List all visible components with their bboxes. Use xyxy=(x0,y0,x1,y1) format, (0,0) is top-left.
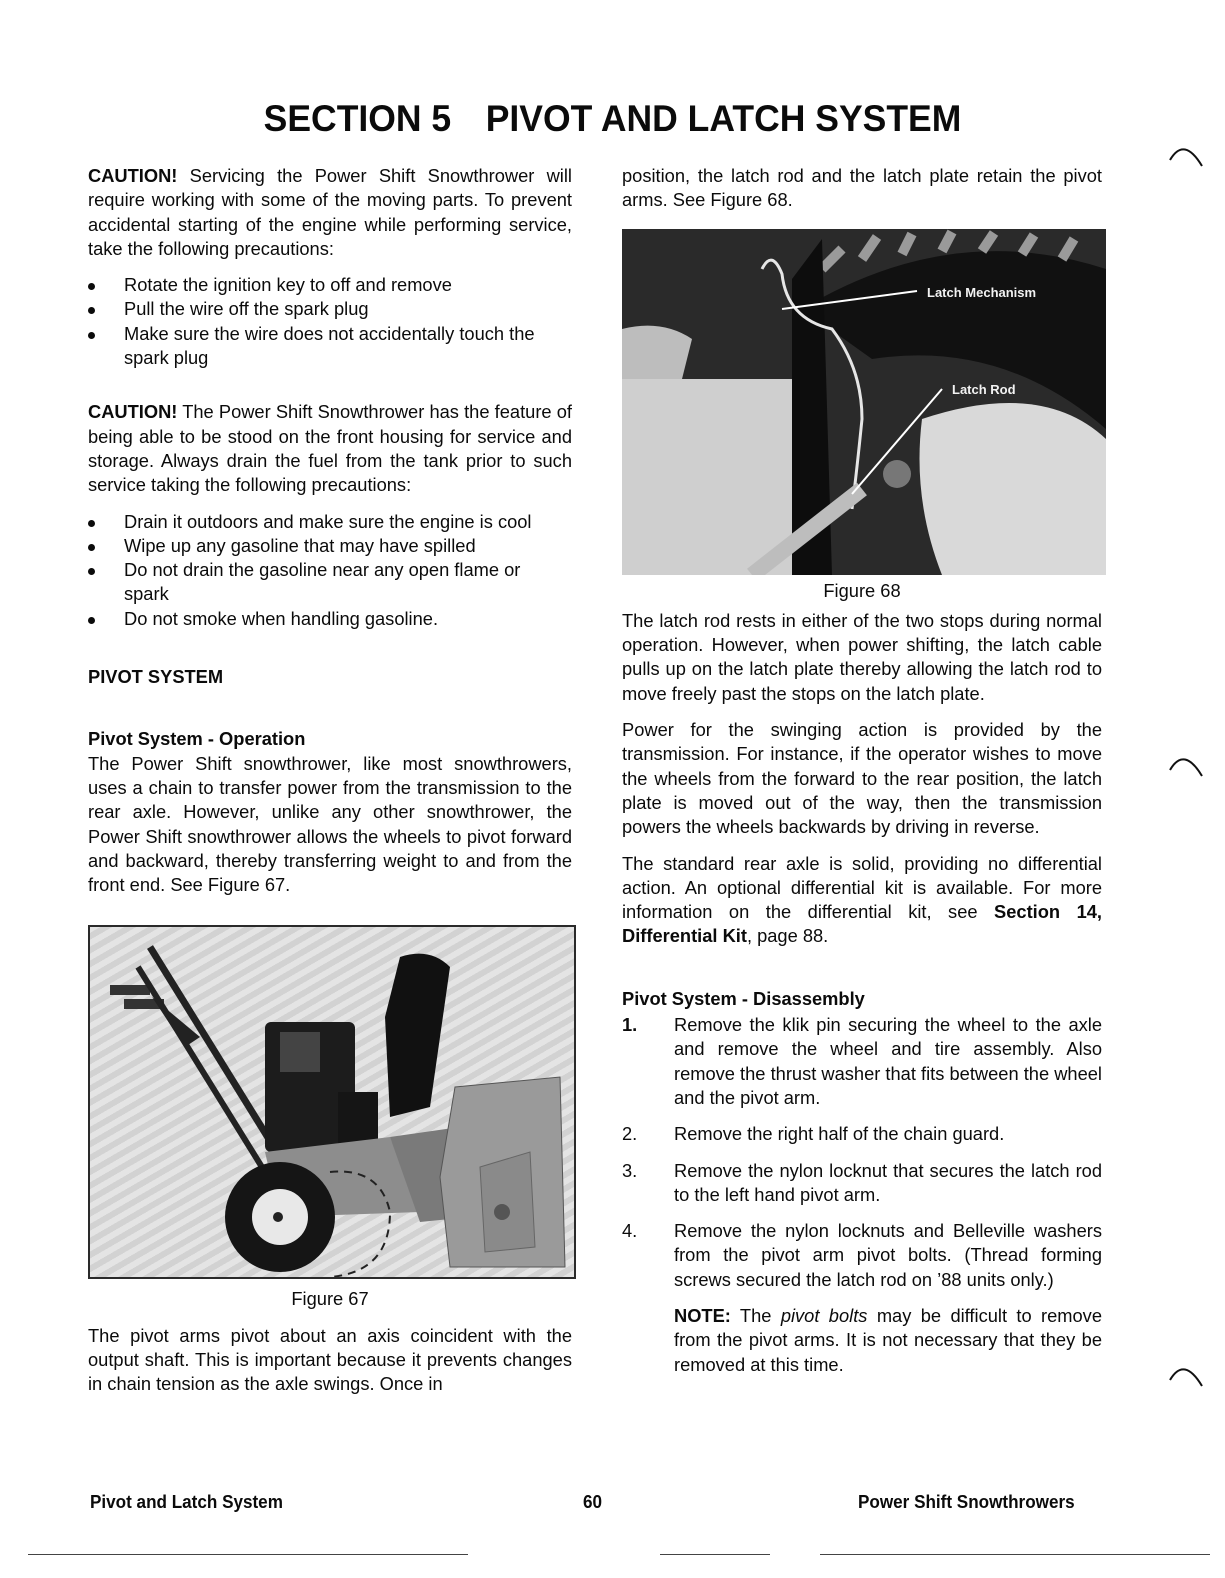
list-item: Do not drain the gasoline near any open flame or spark xyxy=(88,558,554,607)
operation-paragraph: The Power Shift snowthrower, like most snowthrowers, uses a chain to transfer power from the transmission to the rear axle. However, unlike any other snowthrower, the Power Shift snowthrower allows the wheels to pivot forward and backward, thereby transferring weight to and from the front end. See Figure 67. xyxy=(88,752,572,896)
figure-68 xyxy=(622,229,1102,603)
axle-paragraph: The standard rear axle is solid, providing no differential action. An optional differential kit is available. For more information on the differential kit, see Section 14, Differential Kit, page 88. xyxy=(622,852,1102,947)
caution-label: CAUTION! xyxy=(88,401,178,423)
pivot-paragraph: The pivot arms pivot about an axis coincident with the output shaft. This is important because it prevents changes in chain tension as the axle swings. Once in xyxy=(88,1324,572,1395)
bullet-icon xyxy=(88,617,95,624)
fuel-precautions-list xyxy=(88,510,572,631)
binder-hole-mark-icon xyxy=(1168,138,1208,178)
section-heading: PIVOT SYSTEM xyxy=(88,666,224,688)
caution-label: CAUTION! xyxy=(88,165,178,186)
figure-68-caption: Figure 68 xyxy=(823,579,901,601)
page-number: 60 xyxy=(583,1492,603,1512)
figure-68-photo xyxy=(622,229,1106,575)
figure-67 xyxy=(88,925,572,1311)
step-item: 2. Remove the right half of the chain guard. xyxy=(622,1122,1102,1146)
footer-rule xyxy=(28,1554,468,1555)
figure-67-photo xyxy=(88,925,576,1279)
bullet-icon xyxy=(88,307,95,314)
step-number: 1. xyxy=(622,1014,638,1036)
section-14-reference-link[interactable]: Section 14, Differential Kit xyxy=(622,901,1102,947)
footer-chapter-title: Pivot and Latch System xyxy=(90,1492,283,1512)
note-paragraph: NOTE: The pivot bolts may be difficult to remove from the pivot arms. It is not necessary that they be removed at this time. xyxy=(674,1305,1102,1375)
page-title xyxy=(25,98,1201,140)
latch-paragraph: The latch rod rests in either of the two stops during normal operation. However, when power shifting, the latch cable pulls up on the latch plate thereby allowing the latch rod to move freely past the stops on the latch plate. xyxy=(622,609,1102,704)
note-label: NOTE: xyxy=(674,1305,731,1327)
figure-67-caption: Figure 67 xyxy=(291,1288,369,1310)
bullet-icon xyxy=(88,520,95,527)
step-item: 1. Remove the klik pin securing the wheel to the axle and remove the wheel and tire assembly. Also remove the thrust washer that fits between the wheel and the pivot arm. xyxy=(622,1014,1102,1108)
step-number: 2. xyxy=(622,1123,638,1145)
list-item: Do not smoke when handling gasoline. xyxy=(88,607,572,631)
bullet-icon xyxy=(88,568,95,575)
footer-book-title: Power Shift Snowthrowers xyxy=(858,1492,1075,1512)
step-number: 3. xyxy=(622,1159,638,1181)
section-title: PIVOT AND LATCH SYSTEM xyxy=(485,98,962,139)
list-item: Wipe up any gasoline that may have spilled xyxy=(88,534,572,558)
step-number: 4. xyxy=(622,1220,638,1242)
section-label: SECTION 5 xyxy=(263,98,452,139)
binder-hole-mark-icon xyxy=(1168,1358,1208,1398)
subsection-heading: Pivot System - Disassembly xyxy=(622,987,865,1009)
list-item: Make sure the wire does not accidentally touch the spark plug xyxy=(88,322,544,371)
binder-hole-mark-icon xyxy=(1168,748,1208,788)
bullet-icon xyxy=(88,544,95,551)
snowthrower-illustration xyxy=(90,927,574,1277)
caution-paragraph: CAUTION! The Power Shift Snowthrower has the feature of being able to be stood on the front housing for service and storage. Always drain the fuel from the tank prior to such service taking the following precautions: xyxy=(88,401,572,496)
latch-mechanism-illustration xyxy=(622,229,1106,575)
precautions-list xyxy=(88,273,572,370)
subsection-heading: Pivot System - Operation xyxy=(88,728,306,750)
bullet-icon xyxy=(88,283,95,290)
list-item: Drain it outdoors and make sure the engine is cool xyxy=(88,510,572,534)
list-item: Pull the wire off the spark plug xyxy=(88,297,572,321)
step-item: 4. Remove the nylon locknuts and Belleville washers from the pivot arm pivot bolts. (Thread forming screws secured the latch rod on ’88 units only.) xyxy=(622,1220,1102,1290)
power-paragraph: Power for the swinging action is provided by the transmission. For instance, if the operator wishes to move the wheels from the forward to the rear position, the latch plate is moved out of the way, then the transmission powers the wheels backwards by driving in reverse. xyxy=(622,719,1102,838)
left-column xyxy=(88,164,572,1397)
callout-latch-rod: Latch Rod xyxy=(952,381,1016,397)
step-item: 3. Remove the nylon locknut that secures the latch rod to the left hand pivot arm. xyxy=(622,1159,1102,1205)
disassembly-steps xyxy=(622,1013,1102,1292)
footer-rule xyxy=(820,1554,1210,1555)
bullet-icon xyxy=(88,332,95,339)
caution-paragraph: CAUTION! Servicing the Power Shift Snowthrower will require working with some of the moving parts. To prevent accidental starting of the engine while performing service, take the following precautions: xyxy=(88,165,572,259)
callout-latch-mechanism: Latch Mechanism xyxy=(927,284,1037,300)
footer-rule xyxy=(660,1554,770,1555)
list-item: Rotate the ignition key to off and remove xyxy=(88,273,572,297)
continued-paragraph: position, the latch rod and the latch plate retain the pivot arms. See Figure 68. xyxy=(622,165,1102,211)
right-column xyxy=(622,164,1102,1377)
